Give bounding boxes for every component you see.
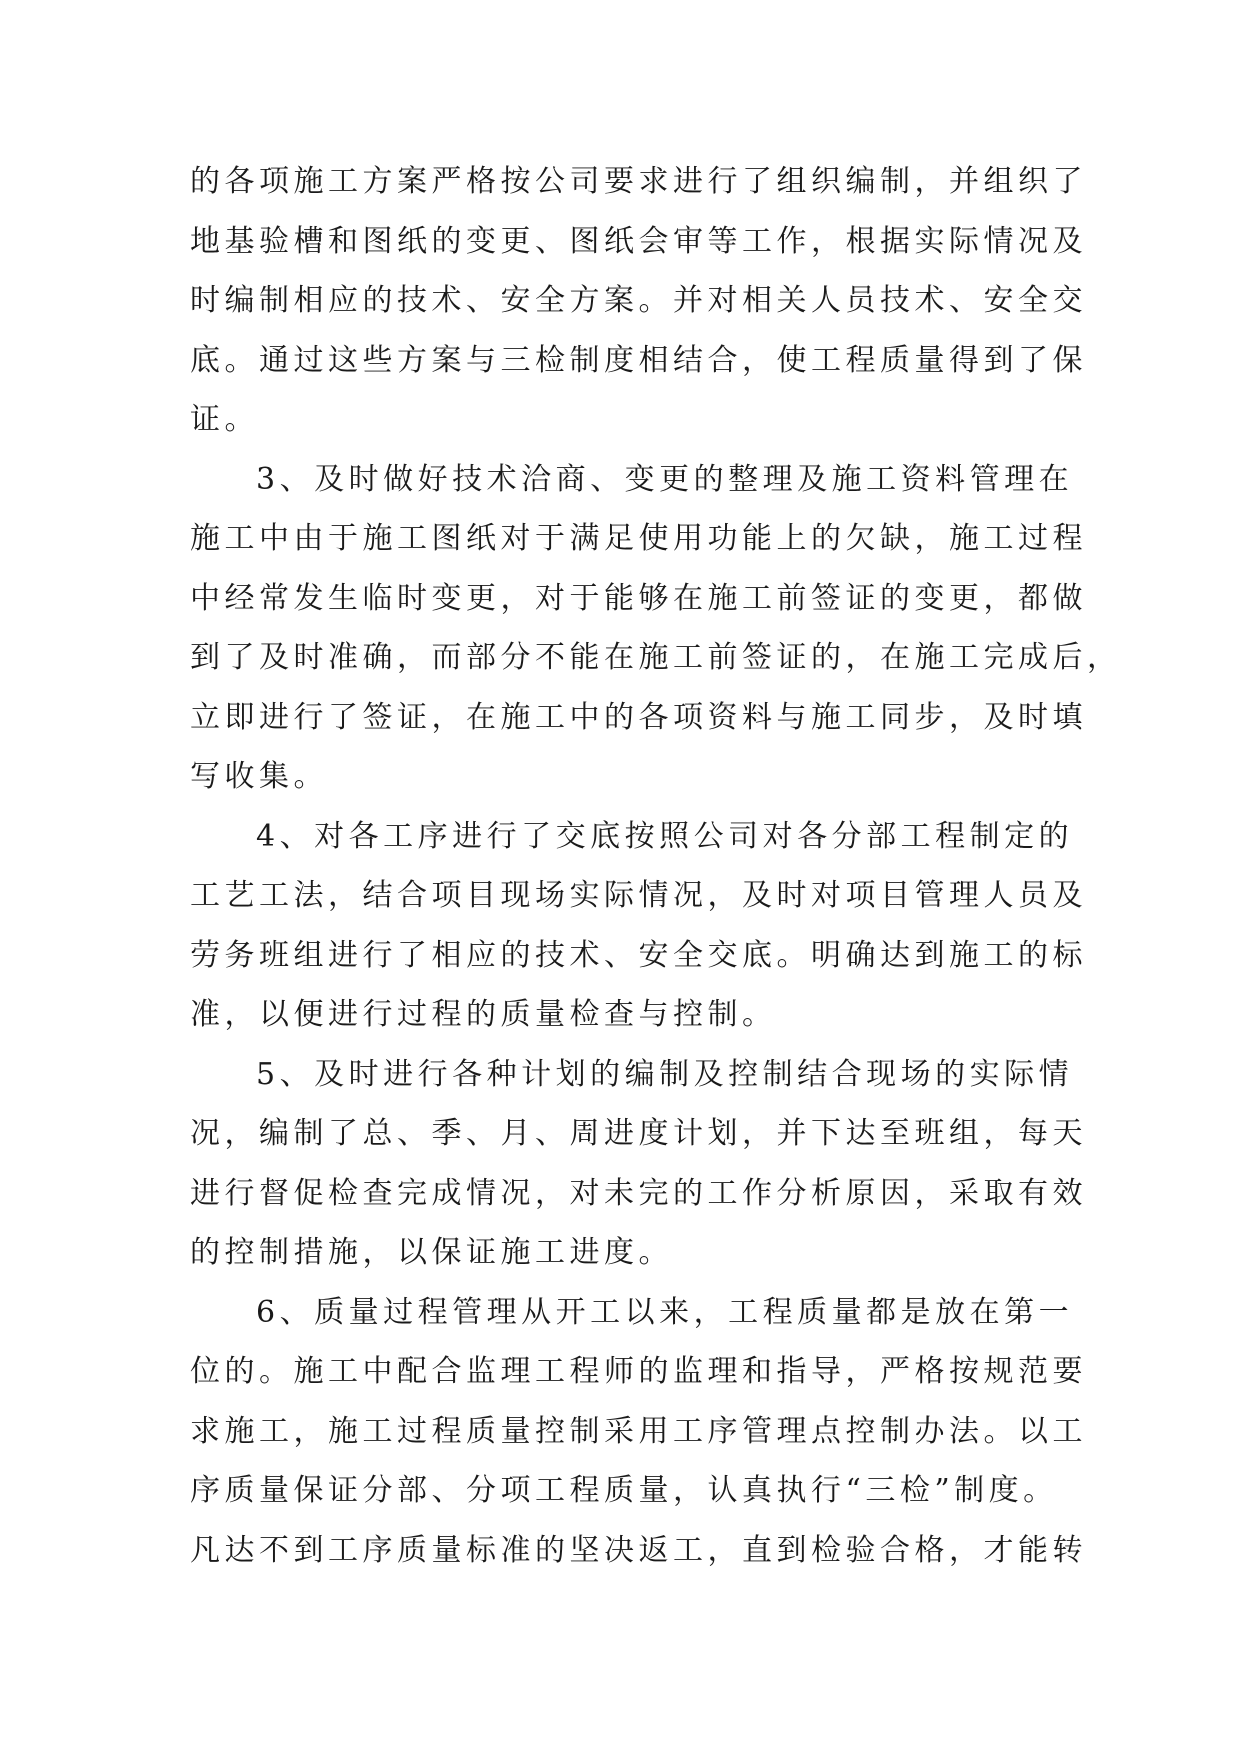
text-line: 证。: [190, 402, 259, 437]
paragraph-item-6: [190, 1283, 1087, 1581]
text-line: 准，以便进行过程的质量检查与控制。: [190, 997, 777, 1032]
text-line: 工艺工法，结合项目现场实际情况，及时对项目管理人员及: [190, 878, 1087, 913]
text-line: 6、质量过程管理从开工以来，工程质量都是放在第一: [256, 1294, 1074, 1330]
text-line: 施工中由于施工图纸对于满足使用功能上的欠缺，施工过程: [190, 521, 1087, 556]
text-line: 到了及时准确，而部分不能在施工前签证的，在施工完成后，: [190, 640, 1122, 675]
text-line: 的各项施工方案严格按公司要求进行了组织编制，并组织了: [190, 164, 1087, 199]
document-page: [190, 152, 1122, 1580]
text-line: 位的。施工中配合监理工程师的监理和指导，严格按规范要: [190, 1354, 1087, 1389]
paragraph-continuation: [190, 152, 1087, 450]
text-line: 的控制措施，以保证施工进度。: [190, 1235, 673, 1270]
text-line: 凡达不到工序质量标准的坚决返工，直到检验合格，才能转: [190, 1532, 1087, 1568]
text-line: 地基验槽和图纸的变更、图纸会审等工作，根据实际情况及: [190, 223, 1087, 259]
text-line: 求施工，施工过程质量控制采用工序管理点控制办法。以工: [190, 1413, 1087, 1449]
paragraph-item-5: [190, 1045, 1087, 1283]
text-line: 中经常发生临时变更，对于能够在施工前签证的变更，都做: [190, 580, 1087, 616]
text-line: 底。通过这些方案与三检制度相结合，使工程质量得到了保: [190, 342, 1087, 378]
text-line: 4、对各工序进行了交底按照公司对各分部工程制定的: [256, 818, 1074, 854]
text-line: 写收集。: [190, 759, 328, 794]
text-line: 时编制相应的技术、安全方案。并对相关人员技术、安全交: [190, 283, 1087, 318]
text-line: 劳务班组进行了相应的技术、安全交底。明确达到施工的标: [190, 937, 1087, 973]
text-line: 况，编制了总、季、月、周进度计划，并下达至班组，每天: [190, 1116, 1087, 1151]
text-line: 立即进行了签证，在施工中的各项资料与施工同步，及时填: [190, 699, 1087, 735]
text-line: 5、及时进行各种计划的编制及控制结合现场的实际情: [256, 1056, 1074, 1092]
paragraph-item-3: [190, 450, 1122, 807]
text-line: 序质量保证分部、分项工程质量，认真执行“三检”制度。: [190, 1473, 1058, 1508]
text-line: 进行督促检查完成情况，对未完的工作分析原因，采取有效: [190, 1175, 1087, 1211]
text-line: 3、及时做好技术洽商、变更的整理及施工资料管理在: [256, 461, 1074, 497]
paragraph-item-4: [190, 807, 1087, 1045]
